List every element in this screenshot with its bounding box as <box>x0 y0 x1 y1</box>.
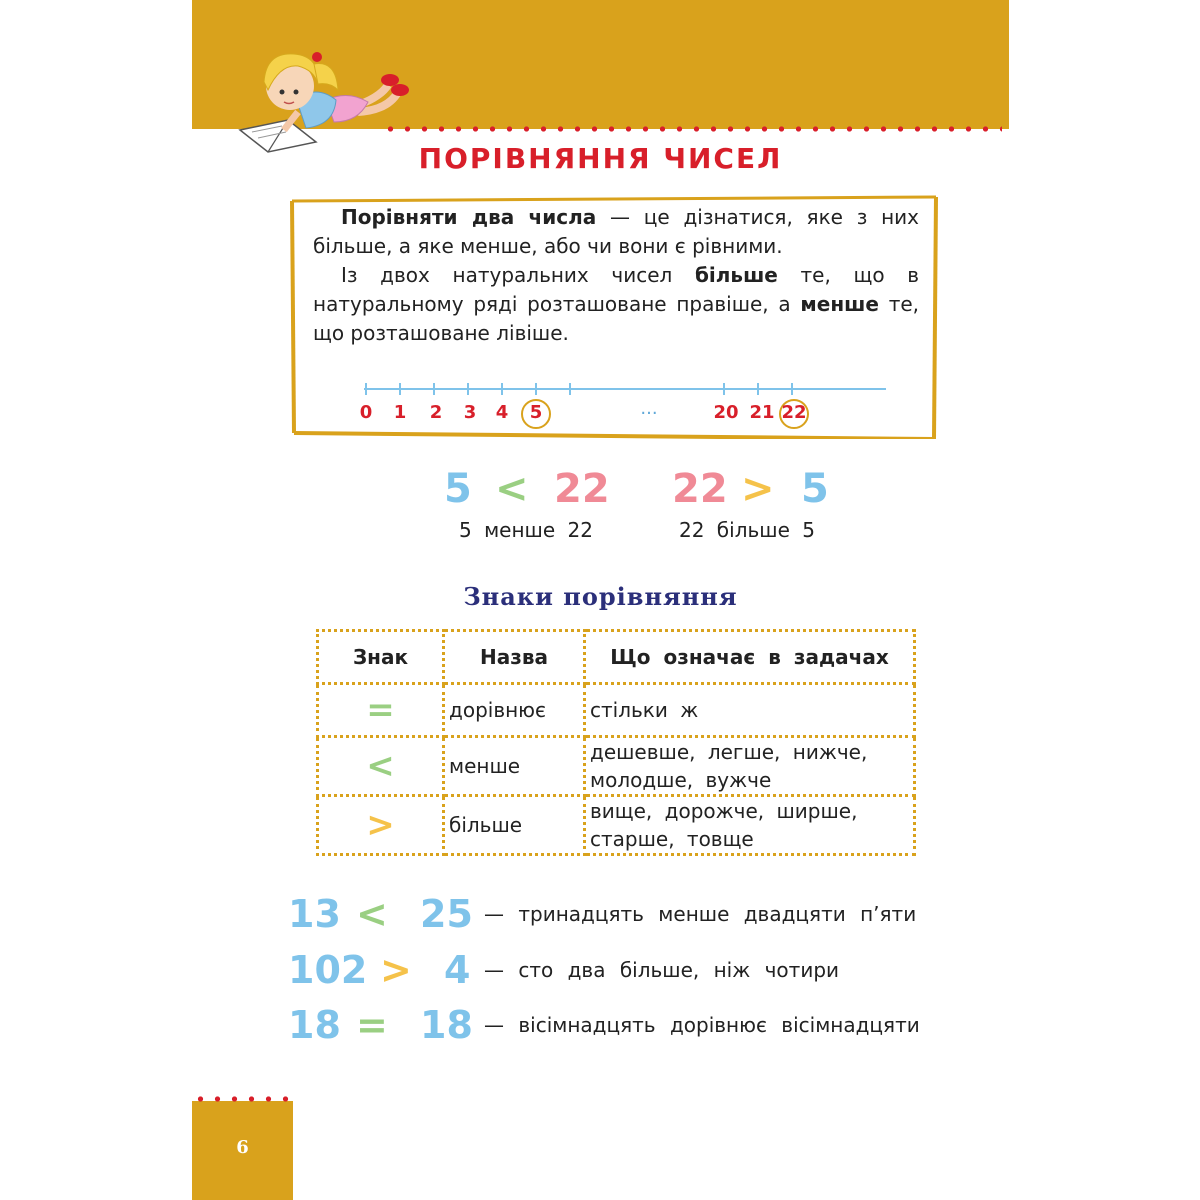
example-row <box>288 892 988 942</box>
tick-label-circled: 5 <box>529 402 543 423</box>
equals-sign: = <box>318 684 444 737</box>
example-right-number: 18 <box>420 1003 473 1047</box>
table-row <box>318 796 915 855</box>
rule-bold-greater: більше <box>694 263 778 287</box>
comparison-signs-table <box>316 629 916 856</box>
tick-label: 3 <box>463 402 477 423</box>
number-line <box>360 380 890 400</box>
greater-sign: > <box>741 466 775 512</box>
example-left-number: 18 <box>288 1003 341 1047</box>
example-left-number: 102 <box>288 948 368 992</box>
example-row <box>288 948 988 998</box>
sign-name: дорівнює <box>444 684 585 737</box>
rule-definition: — це дізнатися, яке з них більше, а яке менше, або чи вони є рівними. <box>313 205 919 258</box>
comparison-left-number: 5 <box>444 466 472 512</box>
example-text: — сто два більше, ніж чотири <box>484 958 840 982</box>
rule-text-part: те, що розташоване лівіше. <box>313 292 920 345</box>
tick-label: 0 <box>359 402 373 423</box>
equals-sign: = <box>356 1003 388 1047</box>
page-number: 6 <box>236 1137 249 1158</box>
rule-paragraph-1 <box>313 203 919 261</box>
less-sign: < <box>356 892 388 936</box>
page-title: ПОРІВНЯННЯ ЧИСЕЛ <box>418 142 783 175</box>
greater-sign: > <box>380 948 412 992</box>
header-dotted-border <box>382 124 1002 134</box>
rule-text-part: Із двох натуральних чисел <box>341 263 695 287</box>
section-subtitle: Знаки порівняння <box>463 582 738 611</box>
tick-label-circled: 22 <box>781 402 807 423</box>
sign-meaning: дешевше, легше, нижче, молодше, вужче <box>585 737 915 796</box>
sign-name: менше <box>444 737 585 796</box>
sign-meaning: стільки ж <box>585 684 915 737</box>
tick-label: 21 <box>749 402 775 423</box>
rule-box <box>288 195 940 439</box>
rule-term: Порівняти два числа <box>341 205 597 229</box>
example-left-number: 13 <box>288 892 341 936</box>
tick-label: 2 <box>429 402 443 423</box>
comparison-left-number: 22 <box>672 466 728 512</box>
example-right-number: 4 <box>444 948 471 992</box>
table-header: Назва <box>444 631 585 684</box>
number-line-ellipsis: ... <box>640 398 658 419</box>
table-header-row <box>318 631 915 684</box>
table-header: Що означає в задачах <box>585 631 915 684</box>
table-row <box>318 684 915 737</box>
tick-label: 20 <box>713 402 739 423</box>
textbook-page <box>192 0 1009 1200</box>
rule-text <box>313 203 919 348</box>
less-sign: < <box>318 737 444 796</box>
example-row <box>288 1003 988 1053</box>
comparison-caption: 5 менше 22 <box>459 518 593 542</box>
girl-reading-illustration <box>238 30 418 155</box>
greater-sign: > <box>318 796 444 855</box>
tick-label: 4 <box>495 402 509 423</box>
sign-name: більше <box>444 796 585 855</box>
table-row <box>318 737 915 796</box>
example-text: — тринадцять менше двадцяти п’яти <box>484 902 917 926</box>
comparison-right-number: 5 <box>801 466 829 512</box>
rule-text-part: те, що в натуральному ряді розташоване правіше, а <box>313 263 919 316</box>
rule-bold-less: менше <box>800 292 879 316</box>
table-header: Знак <box>318 631 444 684</box>
sign-meaning: вище, дорожче, ширше, старше, товще <box>585 796 915 855</box>
footer-dotted-border <box>192 1094 293 1104</box>
rule-paragraph-2 <box>313 261 919 348</box>
less-sign: < <box>495 466 529 512</box>
example-right-number: 25 <box>420 892 473 936</box>
example-text: — вісімнадцять дорівнює вісімнадцяти <box>484 1013 920 1037</box>
comparison-right-number: 22 <box>554 466 610 512</box>
comparison-caption: 22 більше 5 <box>679 518 815 542</box>
tick-label: 1 <box>393 402 407 423</box>
